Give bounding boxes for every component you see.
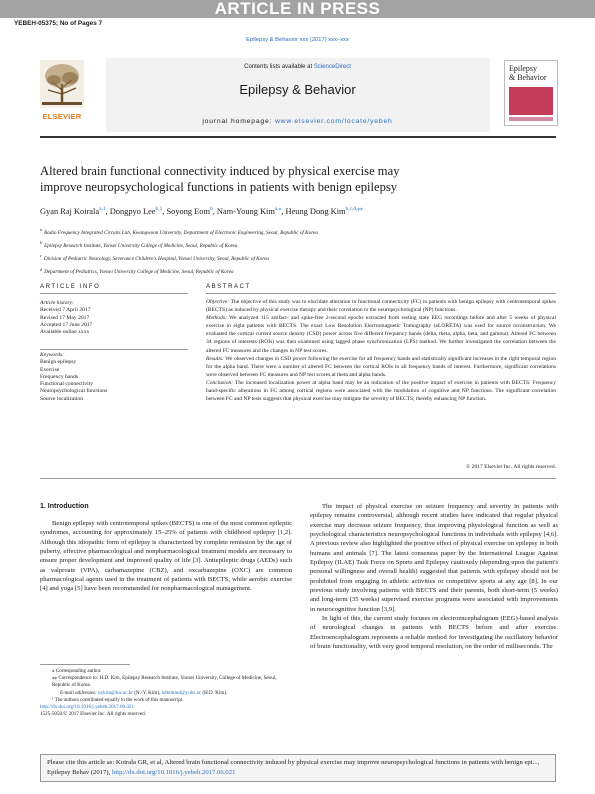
history-date: Revised 17 May 2017 [40, 314, 90, 321]
abstract-paragraph-text: We analyzed 115 artifact- and spike-free 2-second epochs extracted from resting state EEG recordings before and after 5 weeks of physical exercise in eight patients with BECTS. The exact Low Resolution Electromagnetic Tomography (eLORETA) was used for source reconstruction. We evaluated the cortical current source density (CSD) power across five different frequency bands (delta, theta, alpha, beta, and gamma). Altered FC between 34 regions of interests (ROIs) was then examined using lagged phase synchronization (LPS) method. We further investigated the correlation between the altered FC measures and the changes in NP test scores. [206, 315, 556, 354]
author-list [40, 206, 560, 216]
email-link-nykim[interactable]: nykim@kw.ac.kr [98, 689, 133, 696]
elsevier-wordmark: ELSEVIER [42, 112, 82, 121]
keyword: Frequency bands [40, 373, 79, 380]
author-separator: , [105, 206, 110, 216]
keyword: Benign epilepsy [40, 359, 77, 366]
equal-contribution-note: ¹ The authors contributed equally to the work of this manuscript. [52, 696, 184, 703]
abstract-paragraph [206, 298, 556, 314]
cover-image [509, 87, 553, 115]
keywords-rule [40, 349, 188, 350]
author-name[interactable]: Gyan Raj Koirala [40, 206, 100, 216]
citation-doi-link[interactable]: http://dx.doi.org/10.1016/j.yebeh.2017.06.021 [112, 769, 236, 777]
abstract-copyright: © 2017 Elsevier Inc. All rights reserved. [466, 464, 556, 470]
abstract-top-rule [206, 293, 556, 294]
article-info-heading: ARTICLE INFO [40, 284, 101, 290]
footnotes [40, 668, 292, 704]
email-addresses [40, 690, 292, 697]
cover-title-behavior: & Behavior [509, 73, 547, 82]
journal-reference[interactable]: Epilepsy & Behavior xxx (2017) xxx–xxx [246, 37, 349, 43]
homepage-url[interactable]: www.elsevier.com/locate/yebeh [274, 118, 393, 125]
article-info-top-rule [40, 293, 188, 294]
cover-band [509, 117, 553, 121]
keyword: Exercise [40, 366, 60, 373]
abstract-paragraph-text: The increased localization power at alpha band may be an indication of the positive impact of exercise in patients with BECTS. Frequency band-specific alterations in FC among cortical regions were associated with the modulation of cognitive and NP functions. The significant correlation between FC and NP tests suggests that physical exercise may mitigate the severity of BECTS, thereby enhancing NP function. [206, 379, 556, 403]
introduction-paragraph-2: The impact of physical exercise on seizure frequency and severity in patients with epilepsy remains controversial, although recent studies have indicated that regular physical exercise may decrease seizure frequency, thus improving physiological function as well as psychological characteristics neuropsychological functions in individuals with epilepsy [4,6]. A previous review also highlighted the positive effect of physical exercise on epilepsy in both humans and animals [7]. The latest consensus paper by the International League Against Epilepsy (ILAE) Task Force on Sports and Epilepsy cautiously (depending upon the patient's personal willingness and overall health) suggested that patients with epilepsy should not be prohibited from engaging in athletic activities or competitive sports at any age [8]. In our previous study involving patients with BECTS and their parents, both short-term (5 weeks) and long-term (35 weeks) supervised exercise programs were associated with improvements in neurocognitive function [3,9]. [310, 503, 558, 613]
doi-line [40, 704, 146, 719]
keywords-label: Keywords: [40, 352, 65, 358]
history-date: Accepted 17 June 2017 [40, 321, 93, 328]
abstract-paragraph-text: The objective of this study was to elucidate alteration in functional connectivity (FC) in patients with benign epilepsy with centrotemporal spikes (BECTS) as induced by physical exercise therapy and their correlation to the neuropsychological (NP) functions. [206, 299, 556, 314]
issn-line: 1525-5050/© 2017 Elsevier Inc. All rights reserved. [40, 711, 147, 718]
introduction-column-2 [310, 502, 558, 652]
abstract-paragraph [206, 355, 556, 379]
abstract-paragraph-label: Results: [206, 355, 224, 362]
abstract-paragraph-label: Objective: [206, 299, 230, 305]
introduction-column-1 [40, 519, 292, 594]
affiliations [40, 225, 560, 278]
keyword: Neuropsychological functions [40, 388, 108, 395]
journal-cover [504, 60, 558, 126]
article-id: YEBEH-05375; No of Pages 7 [14, 20, 103, 27]
keywords-block [40, 352, 188, 403]
author-affiliation-marker[interactable]: a,⁎ [274, 206, 282, 212]
abstract-bottom-rule [40, 478, 556, 479]
history-date: Received 7 April 2017 [40, 307, 91, 314]
affiliation-marker: c [40, 253, 42, 259]
history-date: Available online xxxx [40, 329, 90, 336]
email-link-hdkim[interactable]: hdkimmd@yuhs.ac [161, 689, 202, 696]
abstract-paragraph [206, 314, 556, 354]
author-name[interactable]: Heung Dong Kim [285, 206, 346, 216]
affiliation-text: Department of Pediatrics, Yonsei University College of Medicine, Seoul, Republic of Korea [44, 269, 234, 276]
affiliation-item [40, 265, 560, 278]
affiliation-item [40, 225, 560, 238]
homepage-label: journal homepage: [202, 118, 273, 125]
introduction-paragraph-3: In light of this, the current study focuses on electroencephalogram (EEG)-based analysis of neurological changes in patients with BECTS before and after exercise. Electroencephalogram represents a reliable method for investigating the oscillatory behavior of brain functionality, with very good temporal resolution, on the order of milliseconds. The [310, 615, 558, 651]
author-separator: , [212, 206, 217, 216]
article-title-line-1: Altered brain functional connectivity induced by physical exercise may [40, 164, 400, 178]
cover-title-epilepsy: Epilepsy [509, 64, 537, 73]
affiliation-item [40, 238, 560, 251]
affiliation-marker: a [40, 227, 43, 232]
journal-name: Epilepsy & Behavior [239, 82, 356, 97]
author-affiliation-marker[interactable]: b,1 [155, 206, 163, 212]
abstract-paragraph [206, 379, 556, 403]
introduction-text-col1: Benign epilepsy with centrotemporal spikes (BECTS) is one of the most common epileptic syndromes, accounting for approximately 15–25% of patients with childhood epilepsy [1,2]. Although this idiopathic form of epilepsy is characterized by complete remission by the age of puberty, effective pharmacological and nonpharmacological treatment models are necessary to ensure proper development and improved quality of life [3]. Antiepileptic drugs (AEDs) such as valproate (VPA), carbamazepine (CBZ), and oxcarbazepine (OXC) are common pharmacological agents used in the treatment of patients with BECTS, while aerobic exercise [4] and yoga [5] have been recommended for nonpharmacological management. [40, 520, 292, 593]
journal-header [0, 56, 595, 136]
email-owner-1: (N.-Y. Kim), [134, 689, 161, 696]
article-history [40, 300, 188, 336]
abstract-paragraph-label: Conclusion: [206, 379, 234, 386]
email-label: E-mail addresses: [60, 689, 97, 696]
doi-link[interactable]: http://dx.doi.org/10.1016/j.yebeh.2017.06.021 [40, 704, 134, 710]
citation-box [40, 754, 556, 782]
abstract-paragraph-label: Methods: [206, 315, 227, 322]
author-name[interactable]: Nam-Young Kim [216, 206, 275, 216]
author-separator: , [162, 206, 167, 216]
affiliation-marker: d [40, 266, 43, 272]
footnote-rule [40, 664, 130, 665]
author-affiliation-marker[interactable]: a,1 [99, 206, 106, 212]
email-owner-2: (H.D. Kim). [202, 689, 228, 696]
affiliation-marker: b [40, 240, 43, 246]
corresponding-author-note: ⁎ Corresponding author. [52, 668, 102, 674]
header-rule [40, 136, 556, 138]
article-history-label: Article history: [40, 300, 75, 306]
introduction-heading: 1. Introduction [40, 503, 89, 510]
affiliation-text: Epilepsy Research Institute, Yonsei University College of Medicine, Seoul, Republic of Korea [44, 242, 238, 249]
contents-prefix: Contents lists available at [244, 64, 313, 70]
correspondence-note: ⁎⁎ Correspondence to: H.D. Kim, Epilepsy Research Institute, Yonsei University, College of Medicine, Seoul, Republic of Korea. [52, 675, 277, 689]
sciencedirect-link[interactable]: ScienceDirect [313, 64, 351, 70]
article-title [40, 164, 560, 195]
author-affiliation-marker[interactable]: b,c,d,⁎⁎ [345, 206, 363, 212]
abstract-heading: ABSTRACT [206, 284, 251, 290]
affiliation-text: Division of Pediatric Neurology, Severance Children's Hospital, Yonsei University, Seoul, Republic of Korea [43, 256, 269, 263]
author-affiliation-marker[interactable]: b [209, 206, 213, 212]
author-name[interactable]: Dongpyo Lee [109, 206, 156, 216]
keyword: Functional connectivity [40, 381, 93, 388]
affiliation-item [40, 251, 560, 264]
affiliation-text: Radio Frequency Integrated Circuits Lab, Kwangwoon University, Department of Electronic Engineering, Seoul, Republic of Korea [44, 229, 318, 236]
citation-text: Please cite this article as: Koirala GR, et al, Altered brain functional connectivity induced by physical exercise may improve neuropsychological functions in patients with benign epi..., Epilepsy Behav (2017), [47, 759, 540, 777]
article-title-line-2: improve neuropsychological functions in patients with benign epilepsy [40, 179, 398, 194]
keyword: Source localization [40, 395, 84, 402]
author-name[interactable]: Soyong Eom [166, 206, 210, 216]
article-in-press-banner: ARTICLE IN PRESS [0, 0, 595, 18]
author-separator: , [281, 206, 286, 216]
abstract-body [206, 298, 556, 403]
abstract-paragraph-text: We observed changes in CSD power following the exercise for all frequency bands and statistically significant increases in the right temporal region for the alpha band. There were a number of altered FC between the cortical ROIs in all frequency bands of interest. Furthermore, significant correlations were observed between FC measures and NP test scores at theta and alpha bands. [206, 355, 556, 378]
